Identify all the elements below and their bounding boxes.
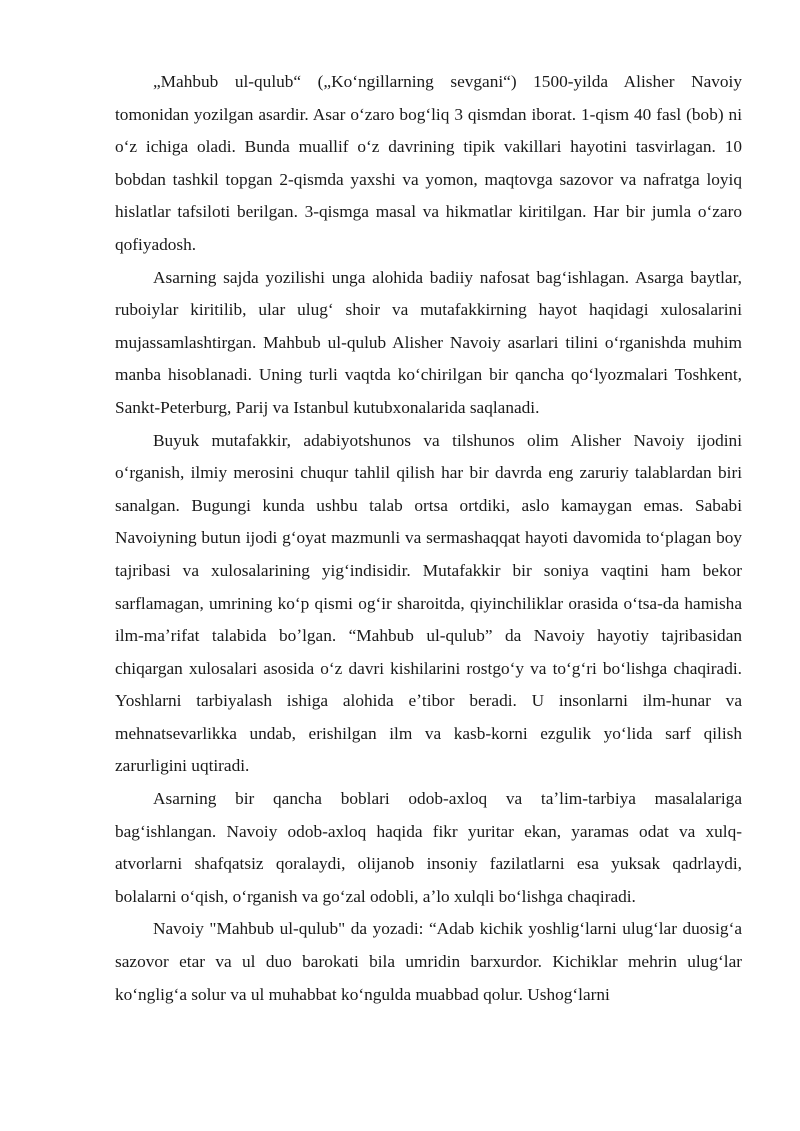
paragraph-1: „Mahbub ul-qulub“ („Koʻngillarning sevgani“) 1500-yilda Alisher Navoiy tomonidan yozilgan asardir. Asar oʻzaro bogʻliq 3 qismdan iborat. 1-qism 40 fasl (bob) ni oʻz ichiga oladi. Bunda muallif oʻz davrining tipik vakillari hayotini tasvirlagan. 10 bobdan tashkil topgan 2-qismda yaxshi va yomon, maqtovga sazovor va nafratga loyiq hislatlar tafsiloti berilgan. 3-qismga masal va hikmatlar kiritilgan. Har bir jumla oʻzaro qofiyadosh. [115, 72, 742, 254]
paragraph-2: Asarning sajda yozilishi unga alohida badiiy nafosat bagʻishlagan. Asarga baytlar, ruboiylar kiritilib, ular ulugʻ shoir va mutafakkirning hayot haqidagi xulosalarini mujassamlashtirgan. Mahbub ul-qulub Alisher Navoiy asarlari tilini oʻrganishda muhim manba hisoblanadi. Uning turli vaqtda koʻchirilgan bir qancha qoʻlyozmalari Toshkent, Sankt-Peterburg, Parij va Istanbul kutubxonalarida saqlanadi. [115, 267, 742, 417]
document-page [115, 66, 742, 1011]
paragraph-3: Buyuk mutafakkir, adabiyotshunos va tilshunos olim Alisher Navoiy ijodini oʻrganish, ilmiy merosini chuqur tahlil qilish har bir davrda eng zaruriy talablardan biri sanalgan. Bugungi kunda ushbu talab ortsa ortdiki, aslo kamaygan emas. Sababi Navoiyning butun ijodi gʻoyat mazmunli va sermashaqqat hayoti davomida toʻplagan boy tajribasi va xulosalarining yigʻindisidir. Mutafakkir bir soniya vaqtini ham bekor sarflamagan, umrining koʻp qismi ogʻir sharoitda, qiyinchiliklar orasida oʻtsa-da hamisha ilm-maʼrifat talabida boʼlgan. “Mahbub ul-qulub” da Navoiy hayotiy tajribasidan chiqargan xulosalari asosida oʻz davri kishilarini rostgoʻy va toʻgʻri boʻlishga chaqiradi. Yoshlarni tarbiyalash ishiga alohida eʼtibor beradi. U insonlarni ilm-hunar va mehnatsevarlikka undab, erishilgan ilm va kasb-korni ezgulik yoʻlida sarf qilish zarurligini uqtiradi. [115, 430, 742, 776]
paragraph-5: Navoiy "Mahbub ul-qulub" da yozadi: “Adab kichik yoshligʻlarni ulugʻlar duosigʻa sazovor etar va ul duo barokati bila umridin barxurdor. Kichiklar mehrin ulugʻlar koʻngligʻa solur va ul muhabbat koʻngulda muabbad qolur. Ushogʻlarni [115, 919, 742, 1004]
paragraph-4: Asarning bir qancha boblari odob-axloq va taʼlim-tarbiya masalalariga bagʻishlangan. Navoiy odob-axloq haqida fikr yuritar ekan, yaramas odat va xulq-atvorlarni shafqatsiz qoralaydi, olijanob insoniy fazilatlarni esa yuksak qadrlaydi, bolalarni oʻqish, oʻrganish va goʻzal odobli, aʼlo xulqli boʻlishga chaqiradi. [115, 789, 742, 906]
